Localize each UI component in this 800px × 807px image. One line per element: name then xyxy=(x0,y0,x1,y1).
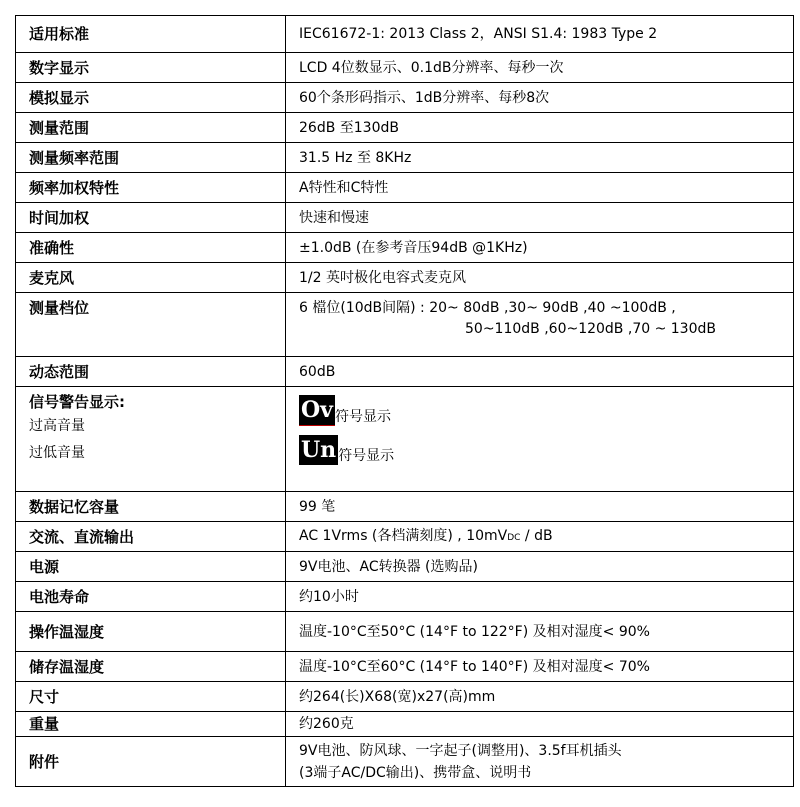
spec-label: 附件 xyxy=(16,737,286,787)
table-row xyxy=(16,357,794,387)
table-row xyxy=(16,387,794,492)
table-row xyxy=(16,582,794,612)
spec-label: 测量频率范围 xyxy=(16,143,286,173)
un-symbol-icon: Un xyxy=(301,437,337,463)
spec-label: 电池寿命 xyxy=(16,582,286,612)
table-row xyxy=(16,113,794,143)
spec-label xyxy=(16,387,286,492)
spec-value: 约264(长)X68(宽)x27(高)mm xyxy=(286,682,794,712)
spec-value: 快速和慢速 xyxy=(286,203,794,233)
spec-label: 数字显示 xyxy=(16,53,286,83)
table-row xyxy=(16,492,794,522)
spec-value: IEC61672-1: 2013 Class 2，ANSI S1.4: 1983 Type 2 xyxy=(286,16,794,53)
spec-value: 9V电池、AC转换器 (选购品) xyxy=(286,552,794,582)
spec-label: 测量范围 xyxy=(16,113,286,143)
spec-label: 测量档位 xyxy=(16,293,286,357)
spec-value xyxy=(286,522,794,552)
table-row xyxy=(16,737,794,787)
spec-label: 操作温湿度 xyxy=(16,612,286,652)
spec-value: 1/2 英吋极化电容式麦克风 xyxy=(286,263,794,293)
output-value-b: / dB xyxy=(520,527,553,544)
spec-value: A特性和C特性 xyxy=(286,173,794,203)
spec-value: 26dB 至130dB xyxy=(286,113,794,143)
table-row xyxy=(16,652,794,682)
spec-label: 准确性 xyxy=(16,233,286,263)
spec-label: 动态范围 xyxy=(16,357,286,387)
range-line-1: 6 檔位(10dB间隔) : 20~ 80dB ,30~ 90dB ,40 ~100dB , xyxy=(299,300,676,316)
spec-label: 储存温湿度 xyxy=(16,652,286,682)
spec-value: 60dB xyxy=(286,357,794,387)
spec-table xyxy=(15,15,794,787)
table-row xyxy=(16,552,794,582)
spec-label: 麦克风 xyxy=(16,263,286,293)
ov-symbol-icon: Ov xyxy=(299,395,335,426)
spec-label: 电源 xyxy=(16,552,286,582)
spec-value: LCD 4位数显示、0.1dB分辨率、每秒一次 xyxy=(286,53,794,83)
accessories-line-2: (3端子AC/DC输出)、携带盒、说明书 xyxy=(299,764,532,781)
spec-value: ±1.0dB (在参考音压94dB @1KHz) xyxy=(286,233,794,263)
table-row xyxy=(16,293,794,357)
under-signal-indicator xyxy=(299,435,781,469)
table-row xyxy=(16,83,794,113)
table-row xyxy=(16,682,794,712)
output-value-a: AC 1Vrms (各档满刻度) , 10mV xyxy=(299,527,508,544)
table-row xyxy=(16,203,794,233)
spec-value xyxy=(286,293,794,357)
output-value-sub: DC xyxy=(507,532,521,543)
spec-label: 频率加权特性 xyxy=(16,173,286,203)
spec-value: 温度-10°C至60°C (14°F to 140°F) 及相对湿度< 70% xyxy=(286,652,794,682)
spec-label: 数据记忆容量 xyxy=(16,492,286,522)
under-volume-label: 过低音量 xyxy=(29,445,85,461)
spec-label: 模拟显示 xyxy=(16,83,286,113)
spec-label: 时间加权 xyxy=(16,203,286,233)
spec-value: 约260克 xyxy=(286,712,794,737)
ov-symbol-text: 符号显示 xyxy=(334,409,391,425)
table-row xyxy=(16,612,794,652)
spec-value xyxy=(286,737,794,787)
spec-value: 温度-10°C至50°C (14°F to 122°F) 及相对湿度< 90% xyxy=(286,612,794,652)
un-symbol-text: 符号显示 xyxy=(338,448,395,464)
spec-value xyxy=(286,387,794,492)
accessories-line-1: 9V电池、防风球、一字起子(调整用)、3.5f耳机插头 xyxy=(299,742,622,759)
range-line-2: 50~110dB ,60~120dB ,70 ~ 130dB xyxy=(465,321,716,337)
spec-label: 重量 xyxy=(16,712,286,737)
table-row xyxy=(16,263,794,293)
table-row xyxy=(16,522,794,552)
spec-value: 约10小时 xyxy=(286,582,794,612)
spec-label: 尺寸 xyxy=(16,682,286,712)
spec-value: 31.5 Hz 至 8KHz xyxy=(286,143,794,173)
table-row xyxy=(16,233,794,263)
table-row xyxy=(16,173,794,203)
over-signal-indicator xyxy=(299,395,781,429)
signal-warning-title: 信号警告显示: xyxy=(29,393,125,411)
table-row xyxy=(16,53,794,83)
over-volume-label: 过高音量 xyxy=(29,418,85,434)
table-row xyxy=(16,16,794,53)
spec-label: 交流、直流输出 xyxy=(16,522,286,552)
table-row xyxy=(16,712,794,737)
spec-label: 适用标准 xyxy=(16,16,286,53)
spec-value: 60个条形码指示、1dB分辨率、每秒8次 xyxy=(286,83,794,113)
spec-value: 99 笔 xyxy=(286,492,794,522)
table-row xyxy=(16,143,794,173)
